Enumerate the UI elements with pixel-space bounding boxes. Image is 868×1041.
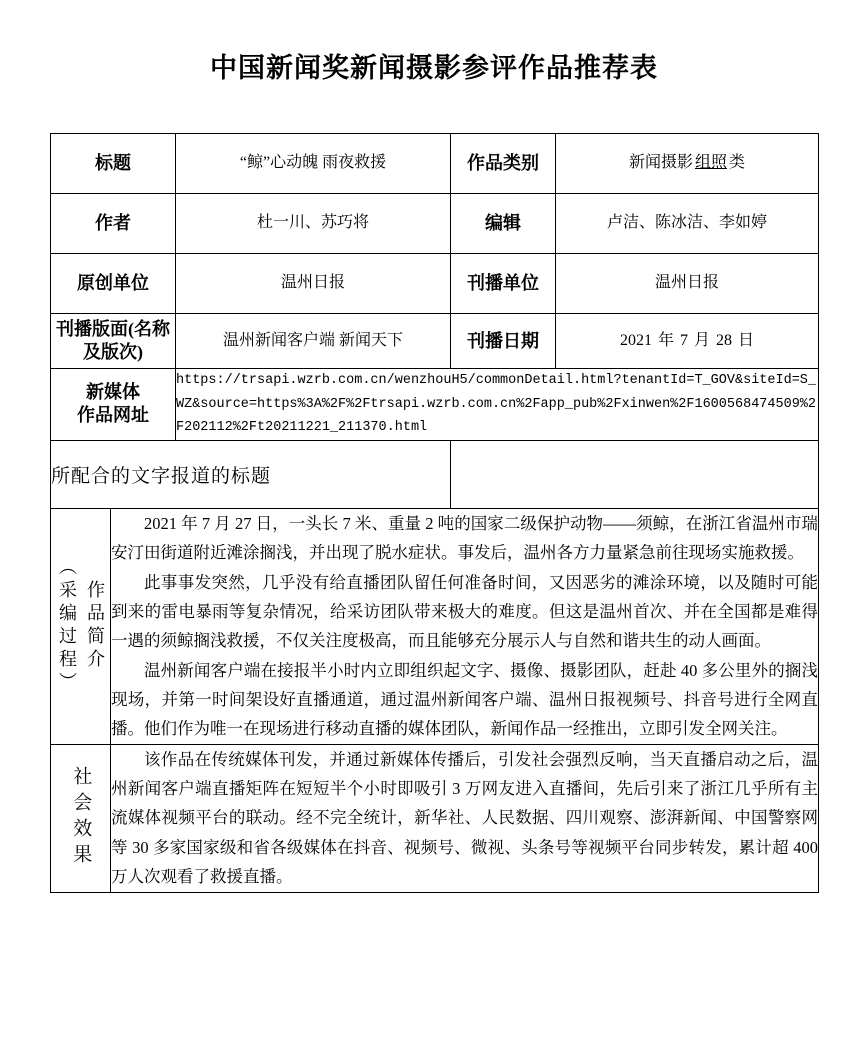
category-suffix: 类	[729, 154, 746, 172]
table-row-new-media-url	[51, 369, 819, 441]
label-publish-date: 刊播日期	[451, 314, 556, 369]
value-publish-unit: 温州日报	[556, 254, 819, 314]
value-author: 杜一川、苏巧将	[176, 194, 451, 254]
page-title: 中国新闻奖新闻摄影参评作品推荐表	[210, 53, 658, 83]
table-row-author	[51, 194, 819, 254]
table-row-matching-report	[51, 440, 819, 508]
table-row-effect	[51, 744, 819, 892]
effect-label: 社会效果	[70, 766, 92, 871]
recommendation-form-table	[50, 133, 819, 893]
category-blank: 组照	[694, 154, 727, 172]
label-publish-unit: 刊播单位	[451, 254, 556, 314]
label-origin-unit: 原创单位	[51, 254, 176, 314]
publish-date-year-unit: 年	[657, 331, 674, 349]
intro-paragraph: 2021 年 7 月 27 日，一头长 7 米、重量 2 吨的国家二级保护动物——须鲸，在浙江省温州市瑞安汀田街道附近滩涂搁浅，并出现了脱水症状。事发后，温州各方力量紧急前往现场实施救援。	[111, 513, 818, 563]
label-effect-vertical	[51, 744, 111, 892]
value-intro-text	[111, 508, 819, 744]
table-row-origin-unit	[51, 254, 819, 314]
value-origin-unit: 温州日报	[176, 254, 451, 314]
publish-date-day: 28	[716, 331, 732, 349]
publish-date-day-unit: 日	[738, 331, 755, 349]
publish-date-month: 7	[679, 331, 688, 349]
value-effect-text	[111, 744, 819, 892]
effect-paragraph: 该作品在传统媒体刊发，并通过新媒体传播后，引发社会强烈反响，当天直播启动之后，温州新闻客户端直播矩阵在短短半个小时即吸引 3 万网友进入直播间，先后引来了浙江几乎所有主流媒体视频平台的联动。经不完全统计，新华社、人民数据、四川观察、澎湃新闻、中国警察网等 30 多家国家级和省各级媒体在抖音、视频号、微视、头条号等视频平台同步转发，累计超 400 万人次观看了救援直播。	[111, 749, 818, 887]
publish-date-year: 2021	[619, 331, 652, 349]
value-category	[556, 134, 819, 194]
value-new-media-url[interactable]: https://trsapi.wzrb.com.cn/wenzhouH5/commonDetail.html?tenantId=T_GOV&siteId=S_WZ&source=https%3A%2F%2Ftrsapi.wzrb.com.cn%2Fapp_pub%2Fxinwen%2F1600568474509%2F202112%2Ft20211221_211370.html	[176, 369, 819, 441]
value-matching-report[interactable]	[451, 440, 819, 508]
category-prefix: 新闻摄影	[628, 154, 693, 172]
intro-paragraph: 此事事发突然，几乎没有给直播团队留任何准备时间，又因恶劣的滩涂环境，以及随时可能到来的雷电暴雨等复杂情况，给采访团队带来极大的难度。但这是温州首次、并在全国都是难得一遇的须鲸搁浅救援，不仅关注度极高，而且能够充分展示人与自然和谐共生的动人画面。	[111, 572, 818, 651]
value-publish-date	[556, 314, 819, 369]
label-editor: 编辑	[451, 194, 556, 254]
new-media-label-line1: 新媒体	[86, 382, 140, 403]
label-new-media-url	[51, 369, 176, 441]
intro-label-right: 作品简介	[85, 580, 105, 673]
table-row-intro	[51, 508, 819, 744]
publish-section-sub: (名称及版次)	[83, 318, 170, 362]
label-matching-report: 所配合的文字报道的标题	[51, 440, 451, 508]
new-media-label-line2: 作品网址	[77, 405, 149, 426]
table-row-publish-section	[51, 314, 819, 369]
intro-label-left: （采编过程）	[57, 557, 77, 696]
table-row-title	[51, 134, 819, 194]
label-intro-vertical	[51, 508, 111, 744]
value-editor: 卢洁、陈冰洁、李如婷	[556, 194, 819, 254]
label-title: 标题	[51, 134, 176, 194]
intro-paragraph: 温州新闻客户端在接报半小时内立即组织起文字、摄像、摄影团队，赶赴 40 多公里外的搁浅现场，并第一时间架设好直播通道，通过温州新闻客户端、温州日报视频号、抖音号进行全网直播。他们作为唯一在现场进行移动直播的媒体团队，新闻作品一经推出，立即引发全网关注。	[111, 660, 818, 739]
label-author: 作者	[51, 194, 176, 254]
value-title: “鲸”心动魄 雨夜救援	[176, 134, 451, 194]
label-publish-section	[51, 314, 176, 369]
publish-section-main: 刊播版面	[56, 318, 128, 339]
value-publish-section: 温州新闻客户端 新闻天下	[176, 314, 451, 369]
label-category: 作品类别	[451, 134, 556, 194]
intro-label-columns	[51, 557, 110, 695]
publish-date-month-unit: 月	[693, 331, 710, 349]
